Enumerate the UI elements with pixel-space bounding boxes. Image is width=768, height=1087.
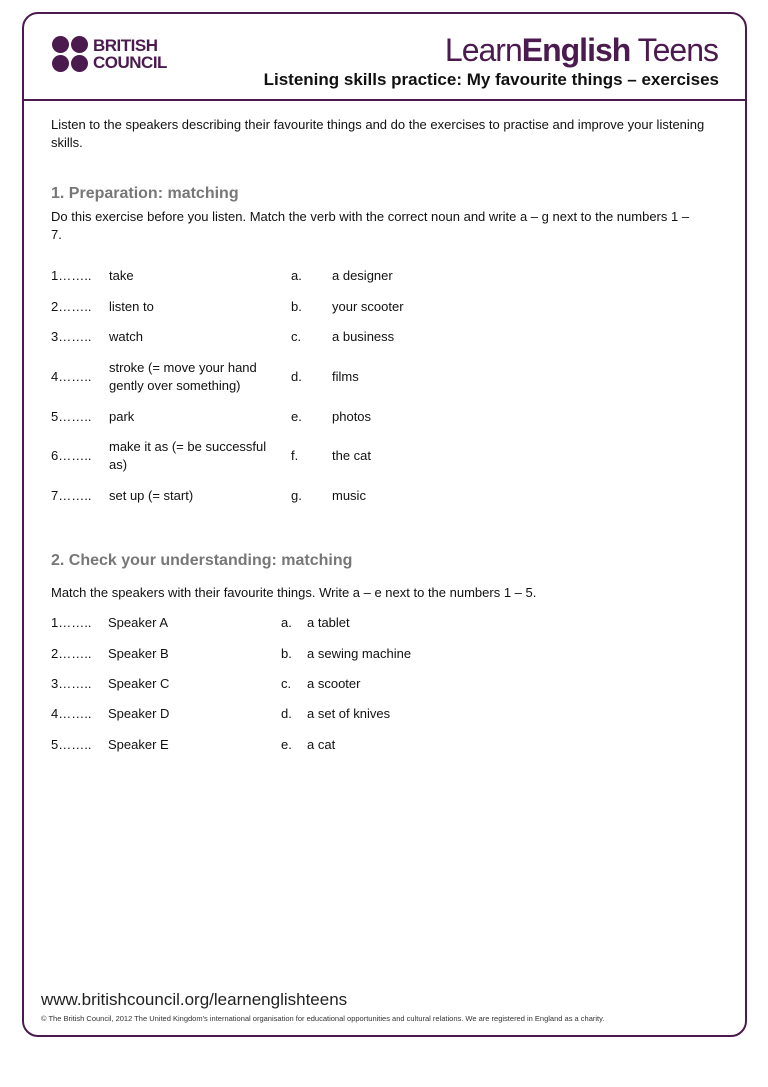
favourite-thing: a cat [307, 737, 336, 752]
verb: park [109, 409, 135, 424]
footer-url[interactable]: www.britishcouncil.org/learnenglishteens [41, 990, 348, 1009]
noun: music [332, 488, 366, 503]
noun: photos [332, 409, 372, 424]
page-frame [22, 12, 747, 1037]
learnenglish-teens-brand: LearnEnglish Teens [444, 32, 718, 68]
answer-blank: 3…….. [51, 676, 92, 691]
noun: a business [332, 329, 395, 344]
verb: listen to [109, 299, 154, 314]
speaker: Speaker D [108, 706, 170, 721]
ex2-heading: 2. Check your understanding: matching [51, 552, 353, 569]
verb: watch [109, 329, 143, 344]
option-letter: c. [291, 329, 302, 344]
intro-text: Listen to the speakers describing their favourite things and do the exercises to practise and improve your listening skills. [51, 117, 705, 150]
answer-blank: 1…….. [51, 615, 92, 630]
option-letter: d. [281, 706, 292, 721]
speaker: Speaker E [108, 737, 169, 752]
option-letter: c. [281, 676, 292, 691]
ex1-heading: 1. Preparation: matching [51, 185, 239, 202]
logo-line2: COUNCIL [93, 53, 167, 72]
verb: set up (= start) [109, 488, 194, 503]
logo-line1: BRITISH [93, 36, 158, 55]
verb: make it as (= be successful as) [109, 439, 267, 472]
ex1-instruction: Do this exercise before you listen. Match the verb with the correct noun and write a – g next to the numbers 1 – 7. [51, 209, 690, 242]
option-letter: f. [291, 448, 299, 463]
answer-blank: 7…….. [51, 488, 92, 503]
british-council-logo [52, 36, 167, 72]
favourite-thing: a sewing machine [307, 646, 412, 661]
speaker: Speaker C [108, 676, 170, 691]
answer-blank: 5…….. [51, 737, 92, 752]
option-letter: e. [281, 737, 292, 752]
footer-copyright: © The British Council, 2012 The United Kingdom's international organisation for educational opportunities and cultural relations. We are registered in England as a charity. [41, 1014, 605, 1023]
option-letter: d. [291, 369, 302, 384]
favourite-thing: a set of knives [307, 706, 391, 721]
option-letter: b. [291, 299, 302, 314]
answer-blank: 2…….. [51, 646, 92, 661]
favourite-thing: a scooter [307, 676, 361, 691]
noun: a designer [332, 268, 393, 283]
answer-blank: 6…….. [51, 448, 92, 463]
answer-blank: 5…….. [51, 409, 92, 424]
noun: the cat [332, 448, 372, 463]
ex2-instruction: Match the speakers with their favourite things. Write a – e next to the numbers 1 – 5. [51, 585, 537, 600]
option-letter: b. [281, 646, 292, 661]
option-letter: g. [291, 488, 302, 503]
answer-blank: 3…….. [51, 329, 92, 344]
option-letter: e. [291, 409, 302, 424]
speaker: Speaker A [108, 615, 168, 630]
option-letter: a. [291, 268, 302, 283]
verb: stroke (= move your hand gently over something) [109, 360, 257, 393]
answer-blank: 2…….. [51, 299, 92, 314]
speaker: Speaker B [108, 646, 169, 661]
favourite-thing: a tablet [307, 615, 350, 630]
noun: films [332, 369, 359, 384]
answer-blank: 4…….. [51, 369, 92, 384]
noun: your scooter [332, 299, 404, 314]
header-divider [24, 99, 745, 101]
answer-blank: 4…….. [51, 706, 92, 721]
option-letter: a. [281, 615, 292, 630]
verb: take [109, 268, 134, 283]
logo-dots-icon [52, 36, 88, 72]
page-title: Listening skills practice: My favourite things – exercises [263, 70, 719, 89]
answer-blank: 1…….. [51, 268, 92, 283]
